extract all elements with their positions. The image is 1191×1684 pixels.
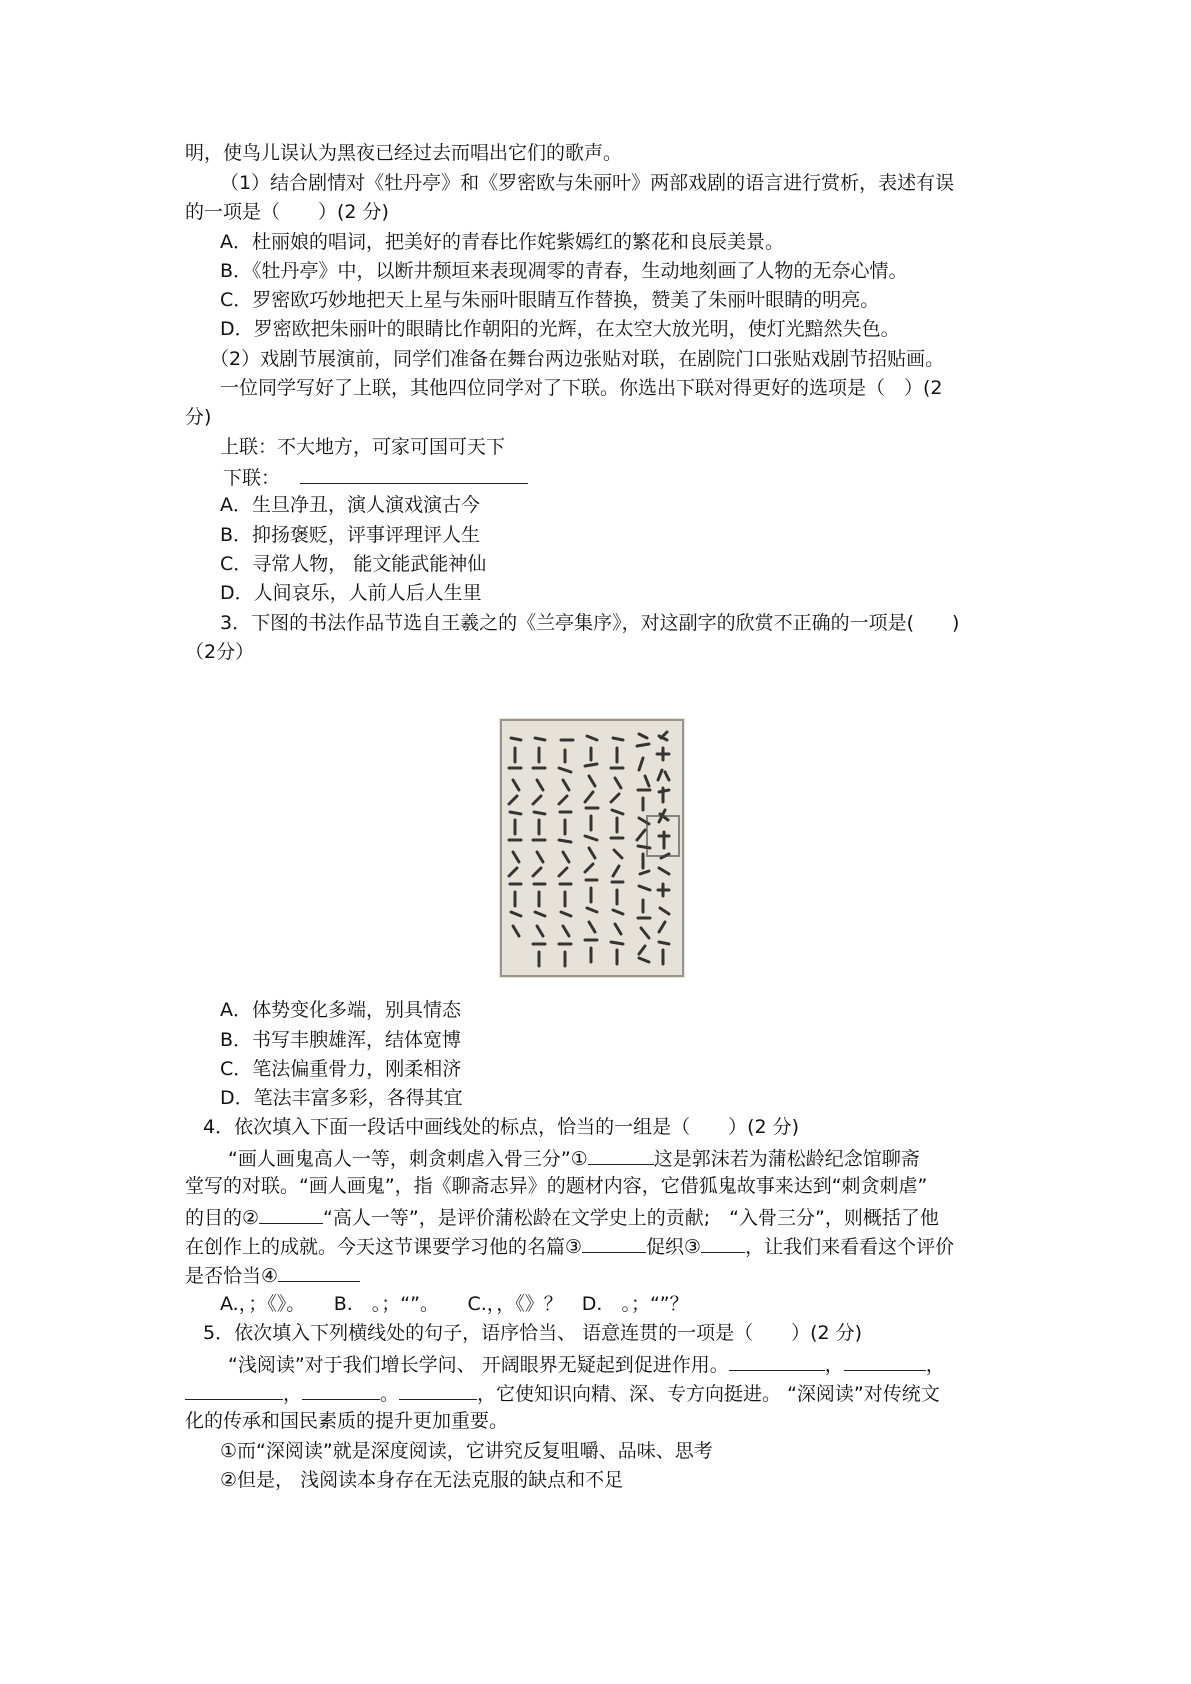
paragraph-segment: 的目的② <box>185 1207 260 1229</box>
couplet-upper: 上联：不大地方，可家可国可天下 <box>220 436 506 458</box>
question-stem: （2分） <box>185 641 255 663</box>
list-item: ②但是， 浅阅读本身存在无法克服的缺点和不足 <box>220 1469 624 1491</box>
question-stem: 4．依次填入下面一段话中画线处的标点，恰当的一组是（ ）(2 分) <box>203 1116 800 1138</box>
answer-blank <box>582 1232 646 1253</box>
answer-blank <box>399 1379 477 1400</box>
option-b: B．《牡丹亭》中，以断井颓垣来表现凋零的青春，生动地刻画了人物的无奈心情。 <box>220 260 908 282</box>
option-b: B．书写丰腴雄浑，结体宽博 <box>220 1029 462 1051</box>
paragraph-line: 明，使鸟儿误认为黑夜已经过去而唱出它们的歌声。 <box>185 142 623 164</box>
paragraph-segment: 促织③ <box>646 1236 702 1258</box>
paragraph-line <box>185 1203 939 1231</box>
option-a: A．生旦净丑，演人演戏演古今 <box>220 494 480 516</box>
option-a: A．杜丽娘的唱词，把美好的青春比作姹紫嫣红的繁花和良辰美景。 <box>220 231 784 253</box>
option-a: A．体势变化多端，别具情态 <box>220 999 461 1021</box>
answer-blank <box>844 1350 926 1371</box>
option-b: B．抑扬褒贬，评事评理评人生 <box>220 524 481 546</box>
paragraph-segment: ， <box>283 1383 303 1405</box>
paragraph-line: 堂写的对联。“画人画鬼”，指《聊斋志异》的题材内容，它借狐鬼故事来达到“刺贪刺虐” <box>185 1175 928 1197</box>
paragraph-line <box>185 1261 360 1289</box>
option-d: D．罗密欧把朱丽叶的眼睛比作朝阳的光辉，在太空大放光明，使灯光黯然失色。 <box>220 318 900 340</box>
paragraph-segment: “画人画鬼高人一等，刺贪刺虐入骨三分”① <box>228 1148 588 1170</box>
question-stem: 一位同学写好了上联，其他四位同学对了下联。你选出下联对得更好的选项是（ ）(2 <box>220 377 943 399</box>
answer-blank <box>278 1261 360 1282</box>
question-stem: （2）戏剧节展演前，同学们准备在舞台两边张贴对联，在剧院门口张贴戏剧节招贴画。 <box>210 348 945 370</box>
option-d: D．笔法丰富多彩，各得其宜 <box>220 1087 463 1109</box>
question-stem: 5．依次填入下列横线处的句子，语序恰当、 语意连贯的一项是（ ）(2 分) <box>203 1322 863 1344</box>
paragraph-line <box>228 1144 920 1172</box>
paragraph-segment: “浅阅读”对于我们增长学问、 开阔眼界无疑起到促进作用。 <box>228 1354 729 1376</box>
question-stem: （1）结合剧情对《牡丹亭》和《罗密欧与朱丽叶》两部戏剧的语言进行赏析，表述有误 <box>220 172 955 194</box>
paragraph-segment: 在创作上的成就。今天这节课要学习他的名篇③ <box>185 1236 583 1258</box>
list-item: ①而“深阅读”就是深度阅读，它讲究反复咀嚼、品味、思考 <box>220 1440 713 1462</box>
couplet-lower <box>223 463 528 491</box>
paragraph-segment: ，让我们来看看这个评价 <box>745 1236 955 1258</box>
paragraph-segment: 这是郭沫若为蒲松龄纪念馆聊斋 <box>653 1148 920 1170</box>
option-d: D．人间哀乐，人前人后人生里 <box>220 582 482 604</box>
answer-blank <box>701 1232 745 1253</box>
answer-blank <box>259 1203 323 1224</box>
paragraph-segment: 是否恰当④ <box>185 1265 279 1287</box>
option-c: C．罗密欧巧妙地把天上星与朱丽叶眼睛互作替换，赞美了朱丽叶眼睛的明亮。 <box>220 289 880 311</box>
question-stem: 的一项是（ ）(2 分) <box>185 201 389 223</box>
option-c: C．笔法偏重骨力，刚柔相济 <box>220 1058 462 1080</box>
paragraph-segment: ，它使知识向精、深、专方向挺进。 “深阅读”对传统文 <box>477 1383 940 1405</box>
calligraphy-strokes <box>499 718 685 978</box>
paragraph-line <box>185 1379 940 1407</box>
calligraphy-image <box>499 718 685 978</box>
answer-blank <box>300 463 528 484</box>
paragraph-segment: 。 <box>380 1383 400 1405</box>
paragraph-segment: ， <box>925 1354 945 1376</box>
answer-blank <box>588 1144 654 1165</box>
question-stem: 3．下图的书法作品节选自王羲之的《兰亭集序》，对这副字的欣赏不正确的一项是( ) <box>220 612 960 634</box>
options-line: A.，；《》。 B. 。；“”。 C.，，《》？ D. 。；“”？ <box>220 1293 689 1315</box>
paragraph-line <box>228 1350 945 1378</box>
answer-blank <box>185 1379 283 1400</box>
question-stem: 分) <box>185 406 212 428</box>
paragraph-line: 化的传承和国民素质的提升更加重要。 <box>185 1410 509 1432</box>
option-c: C．寻常人物， 能文能武能神仙 <box>220 553 487 575</box>
paragraph-segment: ， <box>824 1354 844 1376</box>
couplet-lower-label: 下联： <box>223 467 281 489</box>
paragraph-segment: “高人一等”，是评价蒲松龄在文学史上的贡献; “入骨三分”，则概括了他 <box>323 1207 939 1229</box>
answer-blank <box>729 1350 825 1371</box>
answer-blank <box>302 1379 380 1400</box>
paragraph-line <box>185 1232 954 1260</box>
